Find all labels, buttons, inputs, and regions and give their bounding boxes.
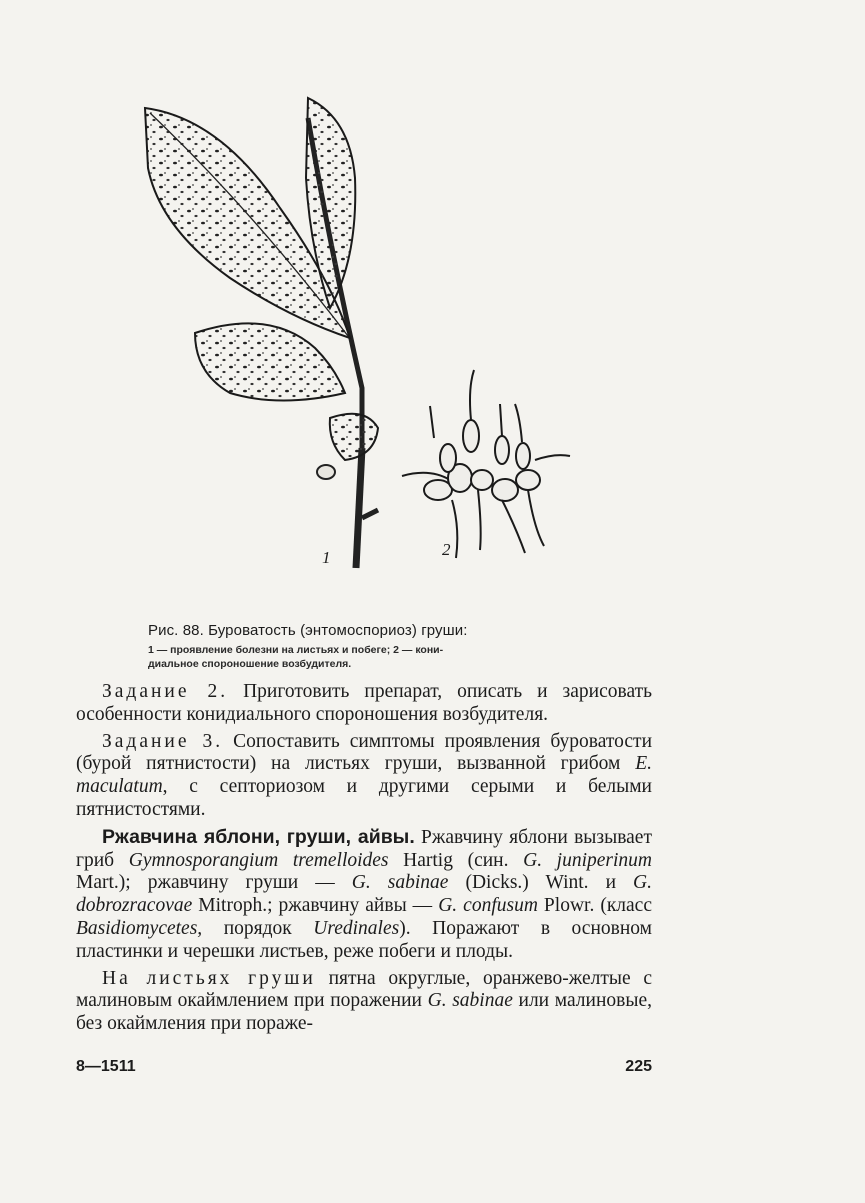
task-label: Задание 3. [102,730,224,752]
species-name: G. sabinae [351,872,449,894]
section-heading: Ржавчина яблони, груши, айвы. [102,825,415,848]
paragraph-pear-leaves [76,968,652,1036]
text-run: пятна округлые, оранжево-желтые с малиновым окаймлением при поражении [76,967,653,1012]
species-name: E. maculatum [76,753,652,798]
text-run: Plowr. (класс [537,895,652,917]
figure-caption [148,622,628,671]
paragraph-task-3 [76,731,652,822]
paragraph-rust [76,826,652,964]
text-run: Mart.); ржавчину груши — [76,872,352,894]
caption-title: Рис. 88. Буроватость (энтомоспориоз) груши: [148,622,468,639]
task-text: Сопоставить симптомы проявления буроватости (бурой пятнистости) на листьях груши, вызванной грибом [76,730,653,775]
page-number: 225 [625,1058,652,1075]
text-run: или малиновые, без окаймления при пораже- [76,990,652,1035]
species-name: G. confusum [438,895,538,917]
figure-88 [130,88,590,588]
caption-body [148,643,628,671]
body-text [76,681,652,1040]
figure-label-2: 2 [442,540,451,559]
text-run: ). Поражают в основном пластинки и черешки листьев, реже побеги и плоды. [76,917,652,962]
conidiophores-illustration [402,370,570,558]
taxon-name: Uredinales [313,917,400,939]
figure-label-1: 1 [322,548,331,567]
task-text: , с септориозом и другими серыми и белыми пятнистостями. [76,776,652,820]
paragraph-task-2 [76,681,652,727]
small-leaf [330,414,378,460]
lower-leaf [195,323,345,400]
text-run: (Dicks.) Wint. и [448,872,634,894]
species-name: G. juniperinum [523,849,653,871]
text-run: порядок [202,917,314,939]
taxon-name: Basidiomycetes, [76,917,203,939]
species-name: G. sabinae [427,990,513,1012]
bud [317,465,335,479]
text-run: Ржавчину яблони вызывает гриб [76,826,652,871]
species-name: Gymnosporangium tremelloides [128,849,389,871]
side-bud [362,510,378,518]
task-label: Задание 2. [102,681,229,702]
text-run: Hartig (син. [388,849,524,871]
text-run: Mitroph.; ржавчину айвы — [192,895,439,917]
task-text: Приготовить препарат, описать и зарисовать особенности конидиального спороношения возбудителя. [76,681,653,725]
shoot-stem [356,448,362,568]
species-name: G. dobrozracovae [76,872,653,917]
caption-line: диальное спороношение возбудителя. [148,658,352,670]
pear-leaf-illustration [130,88,590,588]
printer-signature: 8—1511 [76,1058,136,1075]
subheading: На листьях груши [102,967,316,989]
page-footer [76,1058,652,1076]
caption-line: 1 — проявление болезни на листьях и побеге; 2 — кони- [148,644,444,656]
